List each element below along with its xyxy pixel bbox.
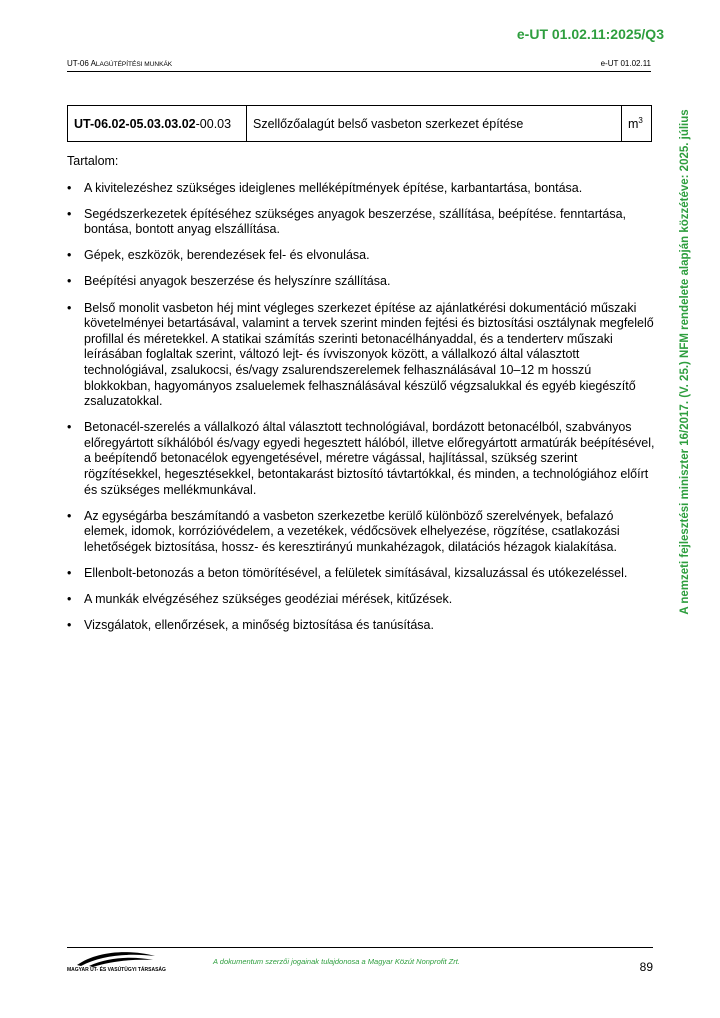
bullet: • — [67, 420, 72, 435]
chapter-title-prefix: UT-06 A — [67, 59, 96, 68]
list-item-text: Belső monolit vasbeton héj mint végleges szerkezet építése az ajánlatkérési dokumentáció műszaki követelményei betartásával, valamint a tervek szerint minden fejtési és biztosítási osztálynak megfelelő profillal és méretekkel. A statikai számítás szerinti betonacélhányaddal, és a tenderterv műszaki leírásában foglaltak szerint, változó lejt- és ívviszonyok között, a vállalkozó által választott technológiával, zsalukocsi, és/vagy zsalurendszerelemek felhasználásával 10–12 m hosszú blokkokban, hagyományos zsaluelemek felhasználásával készülő végzsalukkal és egyéb kiegészítő zsaluzatokkal. — [84, 300, 654, 409]
running-header — [67, 59, 651, 72]
chapter-title-rest: LAGÚTÉPÍTÉSI MUNKÁK — [95, 61, 173, 68]
item-code-cell — [68, 106, 247, 142]
list-item-text: A munkák elvégzéséhez szükséges geodéziai mérések, kitűzések. — [84, 592, 453, 607]
list-item — [67, 301, 657, 410]
content-title: Tartalom: — [67, 154, 119, 168]
bullet: • — [67, 565, 72, 580]
content-section — [67, 154, 657, 644]
list-item-text: Segédszerkezetek építéséhez szükséges anyagok beszerzése, szállítása, beépítése. fenntartása, bontása, bontott anyag elszállítása. — [84, 206, 626, 237]
list-item — [67, 248, 657, 264]
bullet: • — [67, 300, 72, 315]
bullet: • — [67, 206, 72, 221]
list-item-text: Gépek, eszközök, berendezések fel- és elvonulása. — [84, 248, 370, 263]
list-item — [67, 420, 657, 498]
unit-exponent: 3 — [638, 115, 643, 125]
bullet: • — [67, 592, 72, 607]
logo-text: MAGYAR ÚT- ÉS VASÚTÜGYI TÁRSASÁG — [67, 967, 166, 973]
list-item-text: Vizsgálatok, ellenőrzések, a minőség biztosítása és tanúsítása. — [84, 618, 434, 633]
footer-divider — [67, 947, 653, 948]
list-item — [67, 509, 657, 556]
item-unit-cell — [622, 106, 652, 142]
list-item-text: Beépítési anyagok beszerzése és helyszínre szállítása. — [84, 274, 391, 289]
item-header-table — [67, 105, 652, 142]
list-item-text: Betonacél-szerelés a vállalkozó által választott technológiával, bordázott betonacélból, szabványos előregyártott síkhálóból és/vagy egyedi hegesztett hálóból, illetve előregyártott armatúrák beépítésével, a beépítendő betonacélok egyengetésével, méretre vágással, hajlítással, szükség szerint rögzítésekkel, hegesztésekkel, betontakarást biztosító távtartókkal, és minden, a technológiához előírt és szükséges mellékmunkával. — [84, 420, 655, 497]
list-item — [67, 274, 657, 290]
bullet: • — [67, 508, 72, 523]
bullet: • — [67, 180, 72, 195]
item-description-cell: Szellőzőalagút belső vasbeton szerkezet építése — [247, 106, 622, 142]
logo-swoosh-icon — [67, 949, 162, 967]
bullet: • — [67, 274, 72, 289]
bullet: • — [67, 248, 72, 263]
item-code-suffix: -00.03 — [195, 116, 232, 131]
header-document-id: e-UT 01.02.11 — [600, 59, 651, 68]
list-item — [67, 207, 657, 238]
list-item — [67, 618, 657, 634]
society-logo — [67, 949, 166, 973]
content-list — [67, 181, 657, 634]
item-code-bold: UT-06.02-05.03.03.02 — [74, 116, 196, 131]
list-item-text: Az egységárba beszámítandó a vasbeton szerkezetbe kerülő különböző szerelvények, befalazó elemek, idomok, korrózióvédelem, a vezetékek, védőcsövek elhelyezése, rögzítése, csatlakozási lehetőségek biztosítása, hossz- és keresztirányú munkahézagok, dilatációs hézagok kialakítása. — [84, 508, 620, 554]
list-item — [67, 592, 657, 608]
list-item — [67, 181, 657, 197]
chapter-title — [67, 59, 172, 68]
copyright-notice: A dokumentum szerzői jogainak tulajdonosa a Magyar Közút Nonprofit Zrt. — [213, 957, 460, 966]
list-item — [67, 566, 657, 582]
list-item-text: Ellenbolt-betonozás a beton tömörítésével, a felületek simításával, kizsaluzással és utókezeléssel. — [84, 565, 628, 580]
side-note-text: A nemzeti fejlesztési miniszter 16/2017. (V. 25.) NFM rendelete alapján közzétéve: 2025. július — [679, 109, 691, 615]
list-item-text: A kivitelezéshez szükséges ideiglenes melléképítmények építése, karbantartása, bontása. — [84, 180, 583, 195]
side-publication-note — [672, 95, 698, 630]
page-number: 89 — [639, 960, 653, 974]
bullet: • — [67, 618, 72, 633]
item-row — [68, 106, 652, 142]
document-code: e-UT 01.02.11:2025/Q3 — [516, 26, 664, 42]
unit-base: m — [628, 117, 639, 132]
